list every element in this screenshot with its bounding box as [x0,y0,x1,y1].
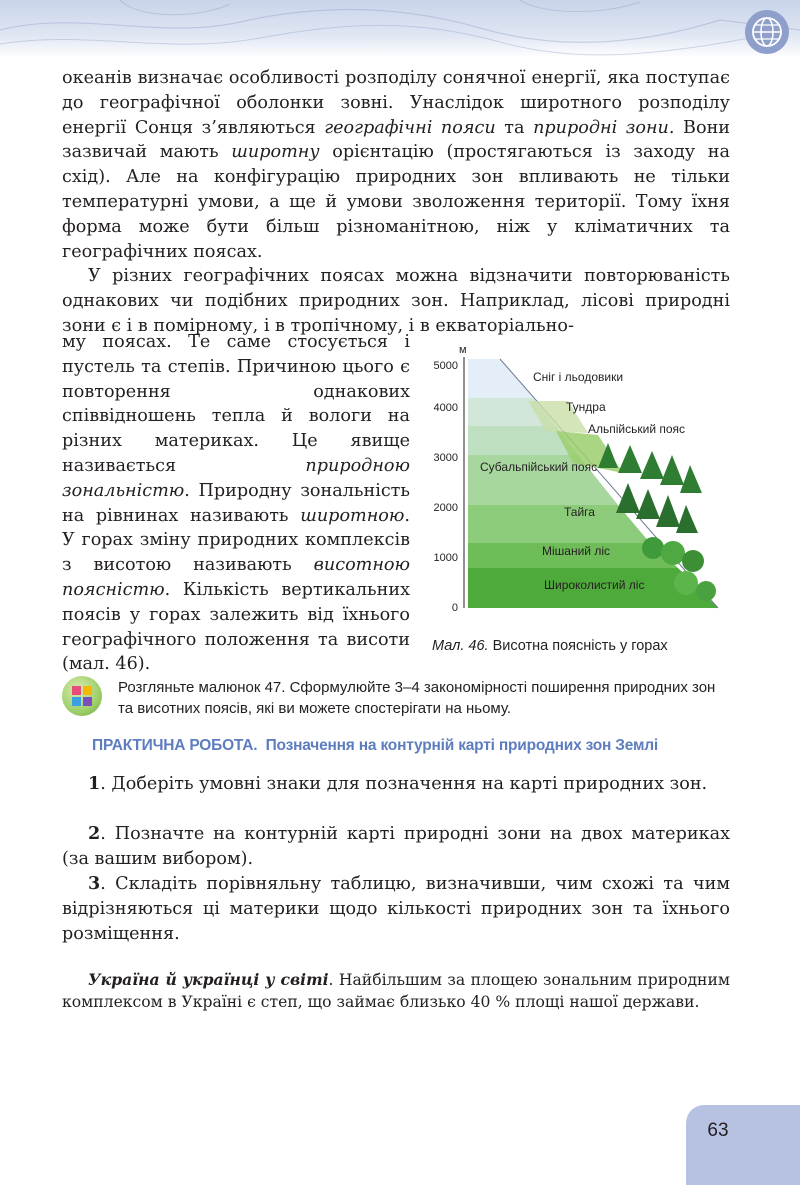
term-latitudinal-2: широтною [300,505,405,526]
zone-label-alpine: Альпійський пояс [588,422,686,436]
zone-label-taiga: Тайга [564,505,595,519]
caption-label: Мал. 46. [432,638,489,654]
globe-icon [745,10,789,54]
step-3 [62,872,730,946]
step-1-number: 1 [88,773,101,794]
caption-text: Висотна поясність у горах [492,638,668,654]
term-natural-zonality: природною зональністю [62,455,410,501]
y-axis-unit: м [459,344,467,356]
y-tick-5000: 5000 [433,360,458,372]
contour-map-decoration [0,0,800,58]
practical-label: ПРАКТИЧНА РОБОТА. [92,737,258,754]
top-decorative-band [0,0,800,58]
p1-text-b: та [504,117,525,138]
y-tick-1000: 1000 [433,552,458,564]
p1-text-c: . Вони зазвичай мають [62,117,731,163]
zone-snow-band [468,359,533,398]
page-number-tab [686,1105,800,1185]
p2-text-a: му поясах. Те саме стосується і пустель та степів. Причиною цього є повторення однакових співвідношень тепла й вологи на різних материках. Це явище називається [62,332,410,476]
term-geographic-belts: географічні пояси [324,117,496,138]
task-prompt: Розгляньте малюнок 47. Сформулюйте 3–4 закономірності поширення природних зон та висотних поясів, які ви можете спостерігати на ньому. [118,679,716,717]
page-number: 63 [707,1120,729,1141]
practical-work-heading [92,737,732,755]
ukraine-title: Україна й українці у світі [88,969,329,989]
y-tick-2000: 2000 [433,502,458,514]
step-3-text: . Складіть порівняльну таблицю, визначивши, чим схожі та чим відрізняються ці материки щодо кількості природних зон та їхнього розміщення. [62,874,730,944]
paragraph-1 [62,66,730,264]
p2-text-full: У різних географічних поясах можна відзначити повторюваність однакових чи подібних природних зон. Наприклад, лісові природні зони є і в помірному, і в тропічному, і в екваторіально- [62,266,730,336]
zone-label-subalpine: Субальпійський пояс [480,460,598,474]
term-altitudinal-zonation: висотною поясністю [62,555,411,600]
term-latitudinal: широтну [231,142,320,163]
paragraph-2-continued [62,330,410,677]
p2-text-c: . У горах зміну природних комплексів з висотою називають [62,505,410,576]
p2-text-b: . Природну зональність на рівнинах називають [62,480,410,526]
y-tick-3000: 3000 [433,452,458,464]
paragraph-2 [62,264,730,338]
p1-text-d: орієнтацію (простягаються із заходу на схід). Але на конфігурацію природних зон впливають не тільки температурні умови, а ще й умови зволоження території. Тому їхня форма може бути більш різноманітною, ніж у кліматичних та географічних поясах. [62,142,731,262]
step-1-text: . Доберіть умовні знаки для позначення на карті природних зон. [100,774,708,794]
zone-label-snow: Сніг і льодовики [533,370,624,384]
figure-caption [432,638,732,654]
term-natural-zones: природні зони [533,117,669,138]
step-3-number: 3 [88,873,101,894]
p2-text-d: . Кількість вертикальних поясів у горах залежить від їхнього географічного положення та висоти (мал. 46). [62,579,410,675]
y-tick-0: 0 [451,602,458,614]
zone-label-mixed-forest: Мішаний ліс [542,544,610,558]
practical-title: Позначення на контурній карті природних зон Землі [265,737,658,754]
zone-label-tundra: Тундра [566,400,606,414]
y-tick-4000: 4000 [433,402,458,414]
zone-label-broadleaf: Широколистий ліс [544,578,645,592]
ukraine-in-world-note [62,969,730,1013]
step-2-text: . Позначте на контурній карті природні зони на двох материках (за вашим вибором). [62,824,730,869]
ukraine-text: . Найбільшим за площею зональним природним комплексом в Україні є степ, що займає близько 40 % площі нашої держави. [62,970,730,1011]
p1-text-a: океанів визначає особливості розподілу сонячної енергії, яка поступає до географічної оболонки зовні. Унаслідок широтного розподілу енергії Сонця з’являються [62,68,730,138]
step-2 [62,822,730,872]
step-1 [62,772,730,797]
puzzle-icon [62,676,102,716]
step-2-number: 2 [88,823,101,844]
altitudinal-zonation-figure [428,343,728,621]
